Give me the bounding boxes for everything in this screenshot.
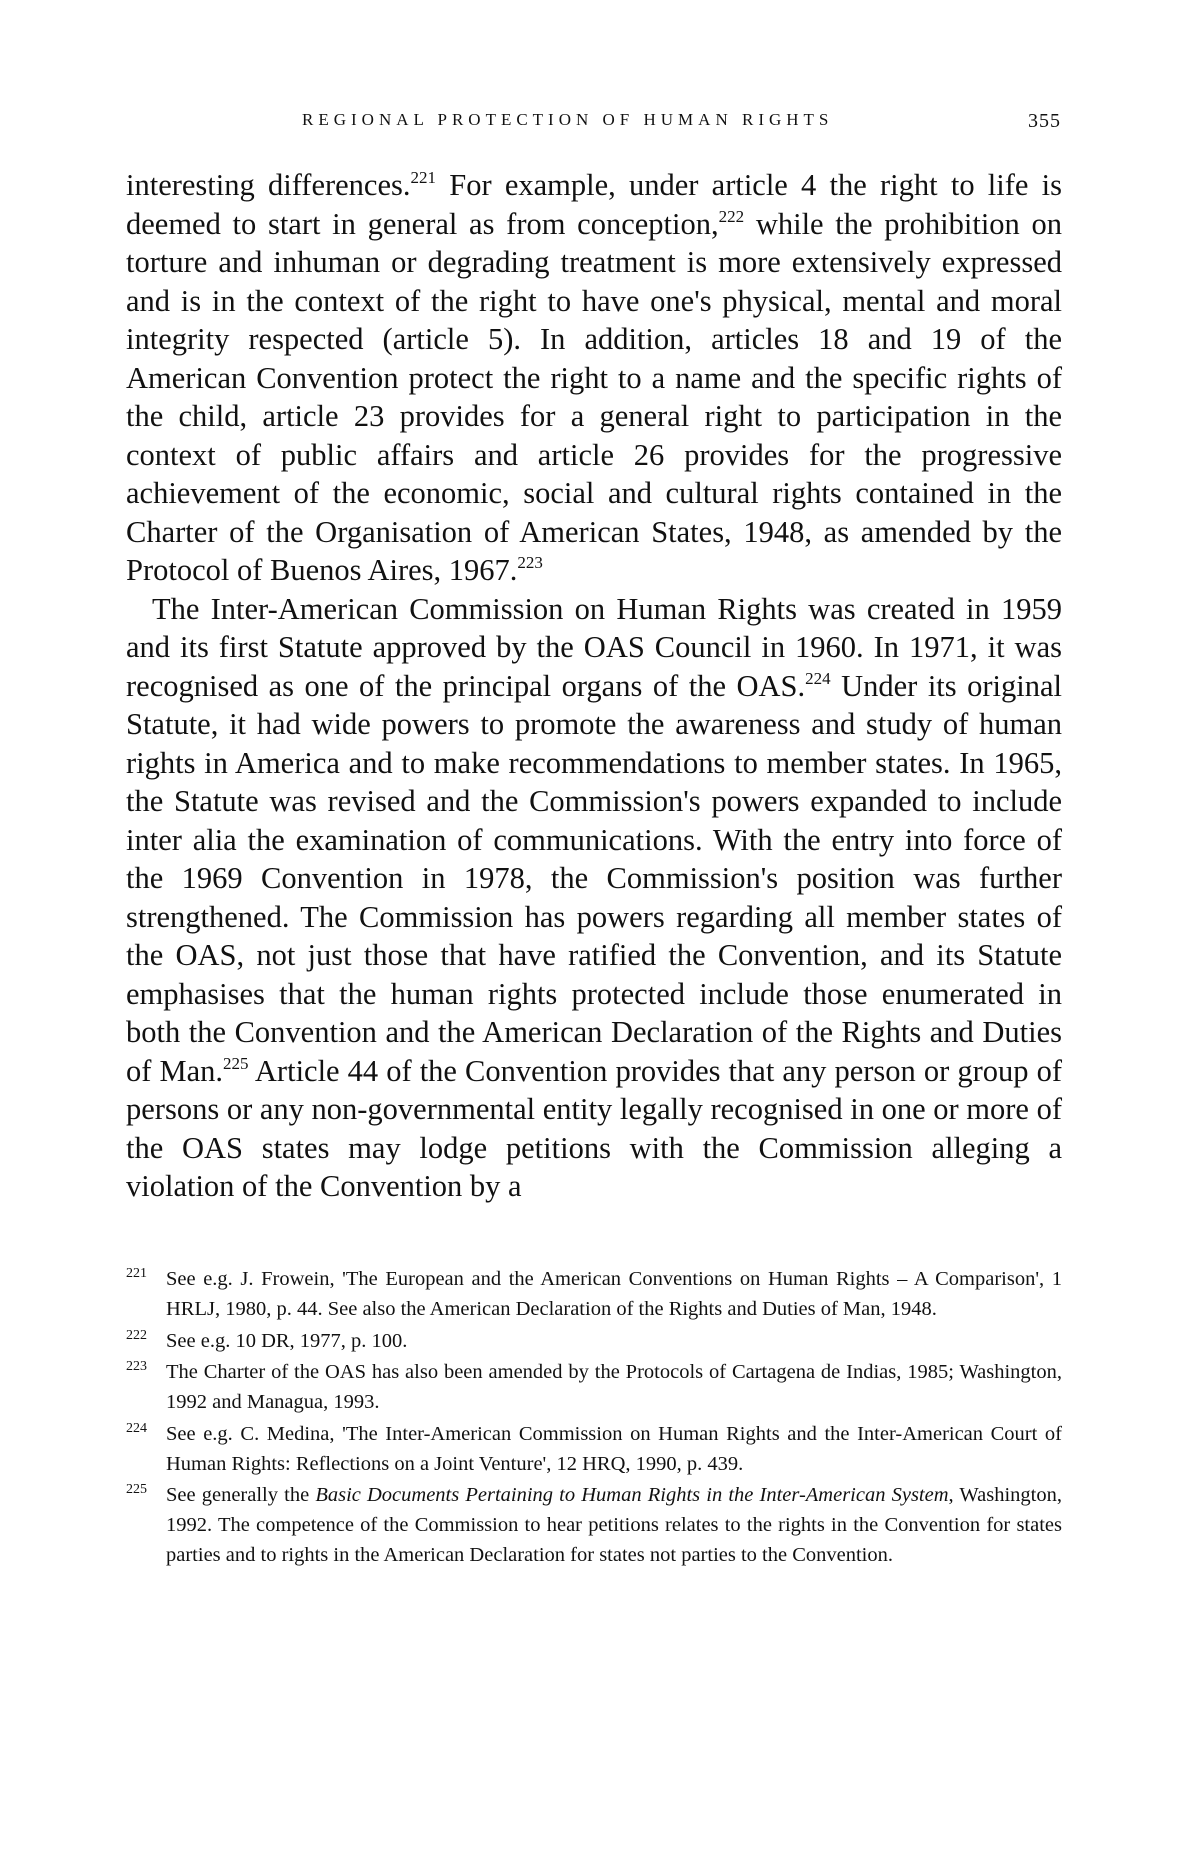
footnote-number: 221	[126, 1266, 147, 1281]
footnote-text: See generally the	[166, 1484, 316, 1506]
paragraph-text: Article 44 of the Convention provides that any person or group of persons or any non-governmental entity legally recognised in one or more of the OAS states may lodge petitions with the Commission alleging a violation of the Convention by a	[126, 1053, 1062, 1203]
footnote-225	[126, 1480, 1062, 1570]
body-text	[126, 166, 1062, 1206]
footnote-text: See e.g. J. Frowein, 'The European and the American Conventions on Human Rights – A Comparison', 1 HRLJ, 1980, p. 44. See also the American Declaration of the Rights and Duties of Man, 1948.	[166, 1268, 1062, 1320]
paragraph-text: The Inter-American Commission on Human Rights was created in 1959 and its first Statute approved by the OAS Council in 1960. In 1971, it was recognised as one of the principal organs of the OAS.	[126, 591, 1062, 703]
footnote-223	[126, 1357, 1062, 1417]
footnote-reference: 224	[805, 668, 831, 688]
footnote-number: 225	[126, 1482, 147, 1497]
footnote-reference: 223	[517, 553, 543, 572]
footnote-text: The Charter of the OAS has also been amended by the Protocols of Cartagena de Indias, 1985; Washington, 1992 and Managua, 1993.	[166, 1361, 1062, 1413]
page-header	[0, 110, 1200, 140]
footnote-221	[126, 1264, 1062, 1324]
footnote-224	[126, 1419, 1062, 1479]
paragraph-2	[126, 590, 1062, 1206]
paragraph-text: Under its original Statute, it had wide powers to promote the awareness and study of human rights in America and to make recommendations to member states. In 1965, the Statute was revised and the Commission's powers expanded to include inter alia the examination of communications. With the entry into force of the 1969 Convention in 1978, the Commission's position was further strengthened. The Commission has powers regarding all member states of the OAS, not just those that have ratified the Convention, and its Statute emphasises that the human rights protected include those enumerated in both the Convention and the American Declaration of the Rights and Duties of Man.	[126, 668, 1063, 1088]
footnote-reference: 221	[410, 168, 437, 187]
paragraph-text: For example, under article 4 the right to life is deemed to start in general as from conception,	[126, 168, 1062, 241]
footnote-number: 222	[126, 1327, 147, 1343]
footnote-reference: 222	[718, 206, 745, 226]
footnote-book-title: Basic Documents Pertaining to Human Rights in the Inter-American System	[315, 1484, 949, 1506]
footnote-number: 223	[126, 1359, 147, 1374]
footnote-text: , Washington, 1992. The competence of the Commission to hear petitions relates to the rights in the Convention for states parties and to rights in the American Declaration for states not parties to the Convention.	[166, 1484, 1062, 1566]
footnote-222	[126, 1326, 1062, 1356]
footnote-reference: 225	[223, 1053, 249, 1073]
footnote-text: See e.g. 10 DR, 1977, p. 100.	[166, 1329, 408, 1352]
footnotes	[126, 1264, 1062, 1572]
footnote-number: 224	[126, 1420, 147, 1436]
running-head: REGIONAL PROTECTION OF HUMAN RIGHTS	[302, 110, 834, 129]
page-number: 355	[1028, 110, 1061, 132]
paragraph-1	[126, 166, 1062, 590]
paragraph-text: interesting differences.	[126, 168, 411, 202]
footnote-text: See e.g. C. Medina, 'The Inter-American Commission on Human Rights and the Inter-American Court of Human Rights: Reflections on a Joint Venture', 12 HRQ, 1990, p. 439.	[166, 1422, 1062, 1475]
paragraph-text: while the prohibition on torture and inhuman or degrading treatment is more extensively expressed and is in the context of the right to have one's physical, mental and moral integrity respected (article 5). In addition, articles 18 and 19 of the American Convention protect the right to a name and the specific rights of the child, article 23 provides for a general right to participation in the context of public affairs and article 26 provides for the progressive achievement of the economic, social and cultural rights contained in the Charter of the Organisation of American States, 1948, as amended by the Protocol of Buenos Aires, 1967.	[126, 206, 1063, 587]
